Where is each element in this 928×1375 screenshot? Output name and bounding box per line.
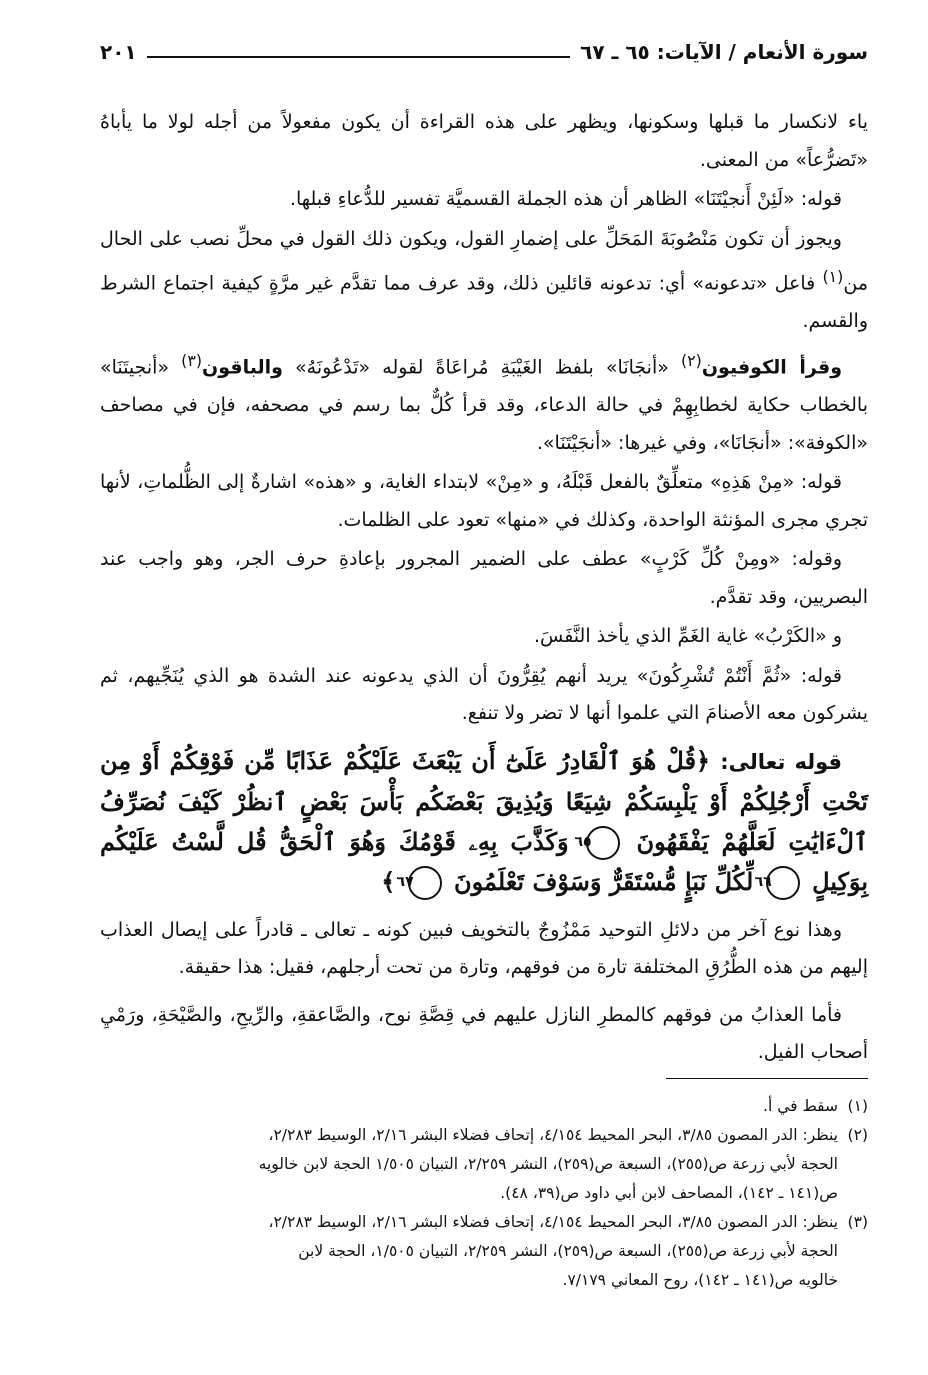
paragraph-5: قوله: «مِنْ هَذِهِ» متعلِّقٌ بالفعل قَبْلَهُ، و «مِنْ» لابتداء الغاية، و «هذه» اشارةٌ إلى الظُّلماتِ، لأنها تجري مجرى المؤنثة الواحدة، وكذلك في «منها» تعود على الظلمات. — [100, 471, 868, 531]
footnote-3-number: (٣) — [847, 1213, 868, 1231]
paragraph-2: قوله: «لَئِنْ أَنجيْتَنَا» الظاهر أن هذه الجملة القسميَّة تفسير للدُّعاءِ قبلها. — [289, 188, 842, 210]
ayah-number-65: ٦٥ — [586, 826, 620, 860]
paragraph-3 — [100, 221, 868, 341]
main-text — [100, 104, 868, 1072]
footnote-3-line-1: ينظر: الدر المصون ٣/٨٥، البحر المحيط ٤/١٥٤، إتحاف فضلاء البشر ٢/١٦، الوسيط ٢/٢٨٣، — [268, 1213, 838, 1231]
ayah-number-67: ٦٧ — [408, 866, 442, 900]
header-rule — [147, 56, 571, 58]
paragraph-3-text-a: ويجوز أن تكون مَنْصُوبَةَ المَحَلِّ على إضمارِ القول، ويكون ذلك القول في محلِّ نصب على الحال من — [100, 227, 868, 295]
footnote-3-line-2: الحجة لأبي زرعة ص(٢٥٥)، السبعة ص(٢٥٩)، النشر ٢/٢٥٩، التبيان ١/٥٠٥، الحجة لابن — [298, 1242, 838, 1260]
paragraph-8: قوله: «ثُمَّ أَنْتُمْ تُشْرِكُونَ» يريد أنهم يُقِرُّونَ أن الذي يدعونه عند الشدة هو الذي يُنَجِّيهم، ثم يشركون معه الأصنامَ التي علموا أنها لا تضر ولا تنفع. — [100, 664, 868, 725]
paragraph-4 — [100, 342, 868, 462]
paragraph-4-text-a: «أنجَانَا» بلفظ الغَيْبَةِ مُراعَاةً لقوله «تَدْعُونَهُ» — [282, 356, 681, 379]
chapter-title: سورة الأنعام / الآيات: ٦٥ ـ ٦٧ — [580, 40, 868, 64]
footnote-2-number: (٢) — [847, 1126, 868, 1144]
footnote-ref-2[interactable]: (٢) — [680, 351, 702, 371]
footnote-1-line-1: سقط في أ. — [763, 1097, 838, 1115]
paragraph-3-text-b: فاعل «تدعونه» أي: تدعونه قائلين ذلك، وقد عرف مما تقدَّم غير مرَّةٍ كيفية اجتماع الشرط والقسم. — [100, 272, 868, 332]
paragraph-6: وقوله: «ومِنْ كُلِّ كَرْبٍ» عطف على الضمير المجرور بإعادةِ حرف الجر، وهو واجب عند البصريين، وقد تقدَّم. — [100, 548, 868, 608]
paragraph-4-text-b: «أنجيتَنَا» بالخطاب حكاية لخطابِهِمْ في حالة الدعاء، وقد قرأ كُلٌّ بما رسم في مصحفه، فإن في مصاحف «الكوفة»: «أنجَانَا»، وفي غيرها: «أنجَيْتَنَا». — [100, 356, 868, 454]
footnote-1 — [100, 1092, 868, 1121]
verse-66-text: وَكَذَّبَ بِهِۦ قَوْمُكَ وَهُوَ ٱلْحَقُّ قُل لَّسْتُ عَلَيْكُم بِوَكِيلٍ — [100, 826, 868, 896]
readers-kufi: وقرأ الكوفيون — [701, 356, 842, 379]
readers-others: والباقون — [202, 356, 283, 379]
paragraph-7: و «الكَرْبُ» غاية الغَمِّ الذي يأخذ النَّفَسَ. — [533, 625, 842, 648]
footnotes — [100, 1092, 868, 1295]
footnote-3-line-3: خالويه ص(١٤١ ـ ١٤٢)، روح المعاني ٧/١٧٩. — [562, 1271, 838, 1289]
page-number: ٢٠١ — [100, 40, 137, 64]
verse-67-text: لِّكُلِّ نَبَإٍ مُّسْتَقَرٌّ وَسَوْفَ تَعْلَمُونَ — [453, 866, 754, 896]
quran-verses — [100, 741, 868, 902]
footnote-2-line-1: ينظر: الدر المصون ٣/٨٥، البحر المحيط ٤/١٥٤، إتحاف فضلاء البشر ٢/١٦، الوسيط ٢/٢٨٣، — [268, 1126, 838, 1144]
footnote-3 — [100, 1208, 868, 1237]
paragraph-10: فأما العذابُ من فوقهم كالمطرِ النازل عليهم في قِصَّةِ نوح، والصَّاعقةِ، والرِّيحِ، والصَّيْحَةِ، ورَمْيِ أصحاب الفيل. — [100, 1003, 868, 1064]
page — [100, 30, 868, 1072]
footnote-ref-3[interactable]: (٣) — [181, 351, 203, 371]
footnote-2-line-2: الحجة لأبي زرعة ص(٢٥٥)، السبعة ص(٢٥٩)، النشر ٢/٢٥٩، التبيان ١/٥٠٥ الحجة لابن خالويه — [258, 1155, 838, 1173]
footnote-separator — [666, 1078, 868, 1079]
footnote-2 — [100, 1121, 868, 1150]
quran-close-bracket: ﴾ — [381, 866, 396, 896]
running-header — [100, 30, 868, 64]
footnote-2-line-3: ص(١٤١ ـ ١٤٢)، المصاحف لابن أبي داود ص(٣٩، ٤٨). — [500, 1184, 838, 1202]
paragraph-9: وهذا نوع آخر من دلائلِ التوحيد مَمْزُوجٌ بالتخويف فبين كونه ـ تعالى ـ قادراً على إيصال العذاب إليهم من هذه الطُّرُقِ المختلفة تارة من فوقهم، وتارة من تحت أرجلهم، فقيل: هذا حقيقة. — [100, 918, 868, 979]
ayah-number-66: ٦٦ — [766, 866, 800, 900]
verse-65-text: ﴿قُلْ هُوَ ٱلْقَادِرُ عَلَىٰٓ أَن يَبْعَثَ عَلَيْكُمْ عَذَابًا مِّن فَوْقِكُمْ أَوْ مِن تَحْتِ أَرْجُلِكُمْ أَوْ يَلْبِسَكُمْ شِيَعًا وَيُذِيقَ بَعْضَكُم بَأْسَ بَعْضٍ ٱنظُرْ كَيْفَ نُصَرِّفُ ٱلْءَايَٰتِ لَعَلَّهُمْ يَفْقَهُونَ — [100, 745, 869, 856]
footnote-ref-1[interactable]: (١) — [822, 267, 844, 286]
quran-intro: قوله تعالى: — [720, 749, 842, 774]
paragraph-1: ياء لانكسار ما قبلها وسكونها، ويظهر على هذه القراءة أن يكون مفعولاً من أجله لولا ما يأباهُ «تَضرُّعاً» من المعنى. — [100, 111, 868, 171]
footnote-1-number: (١) — [847, 1097, 868, 1115]
